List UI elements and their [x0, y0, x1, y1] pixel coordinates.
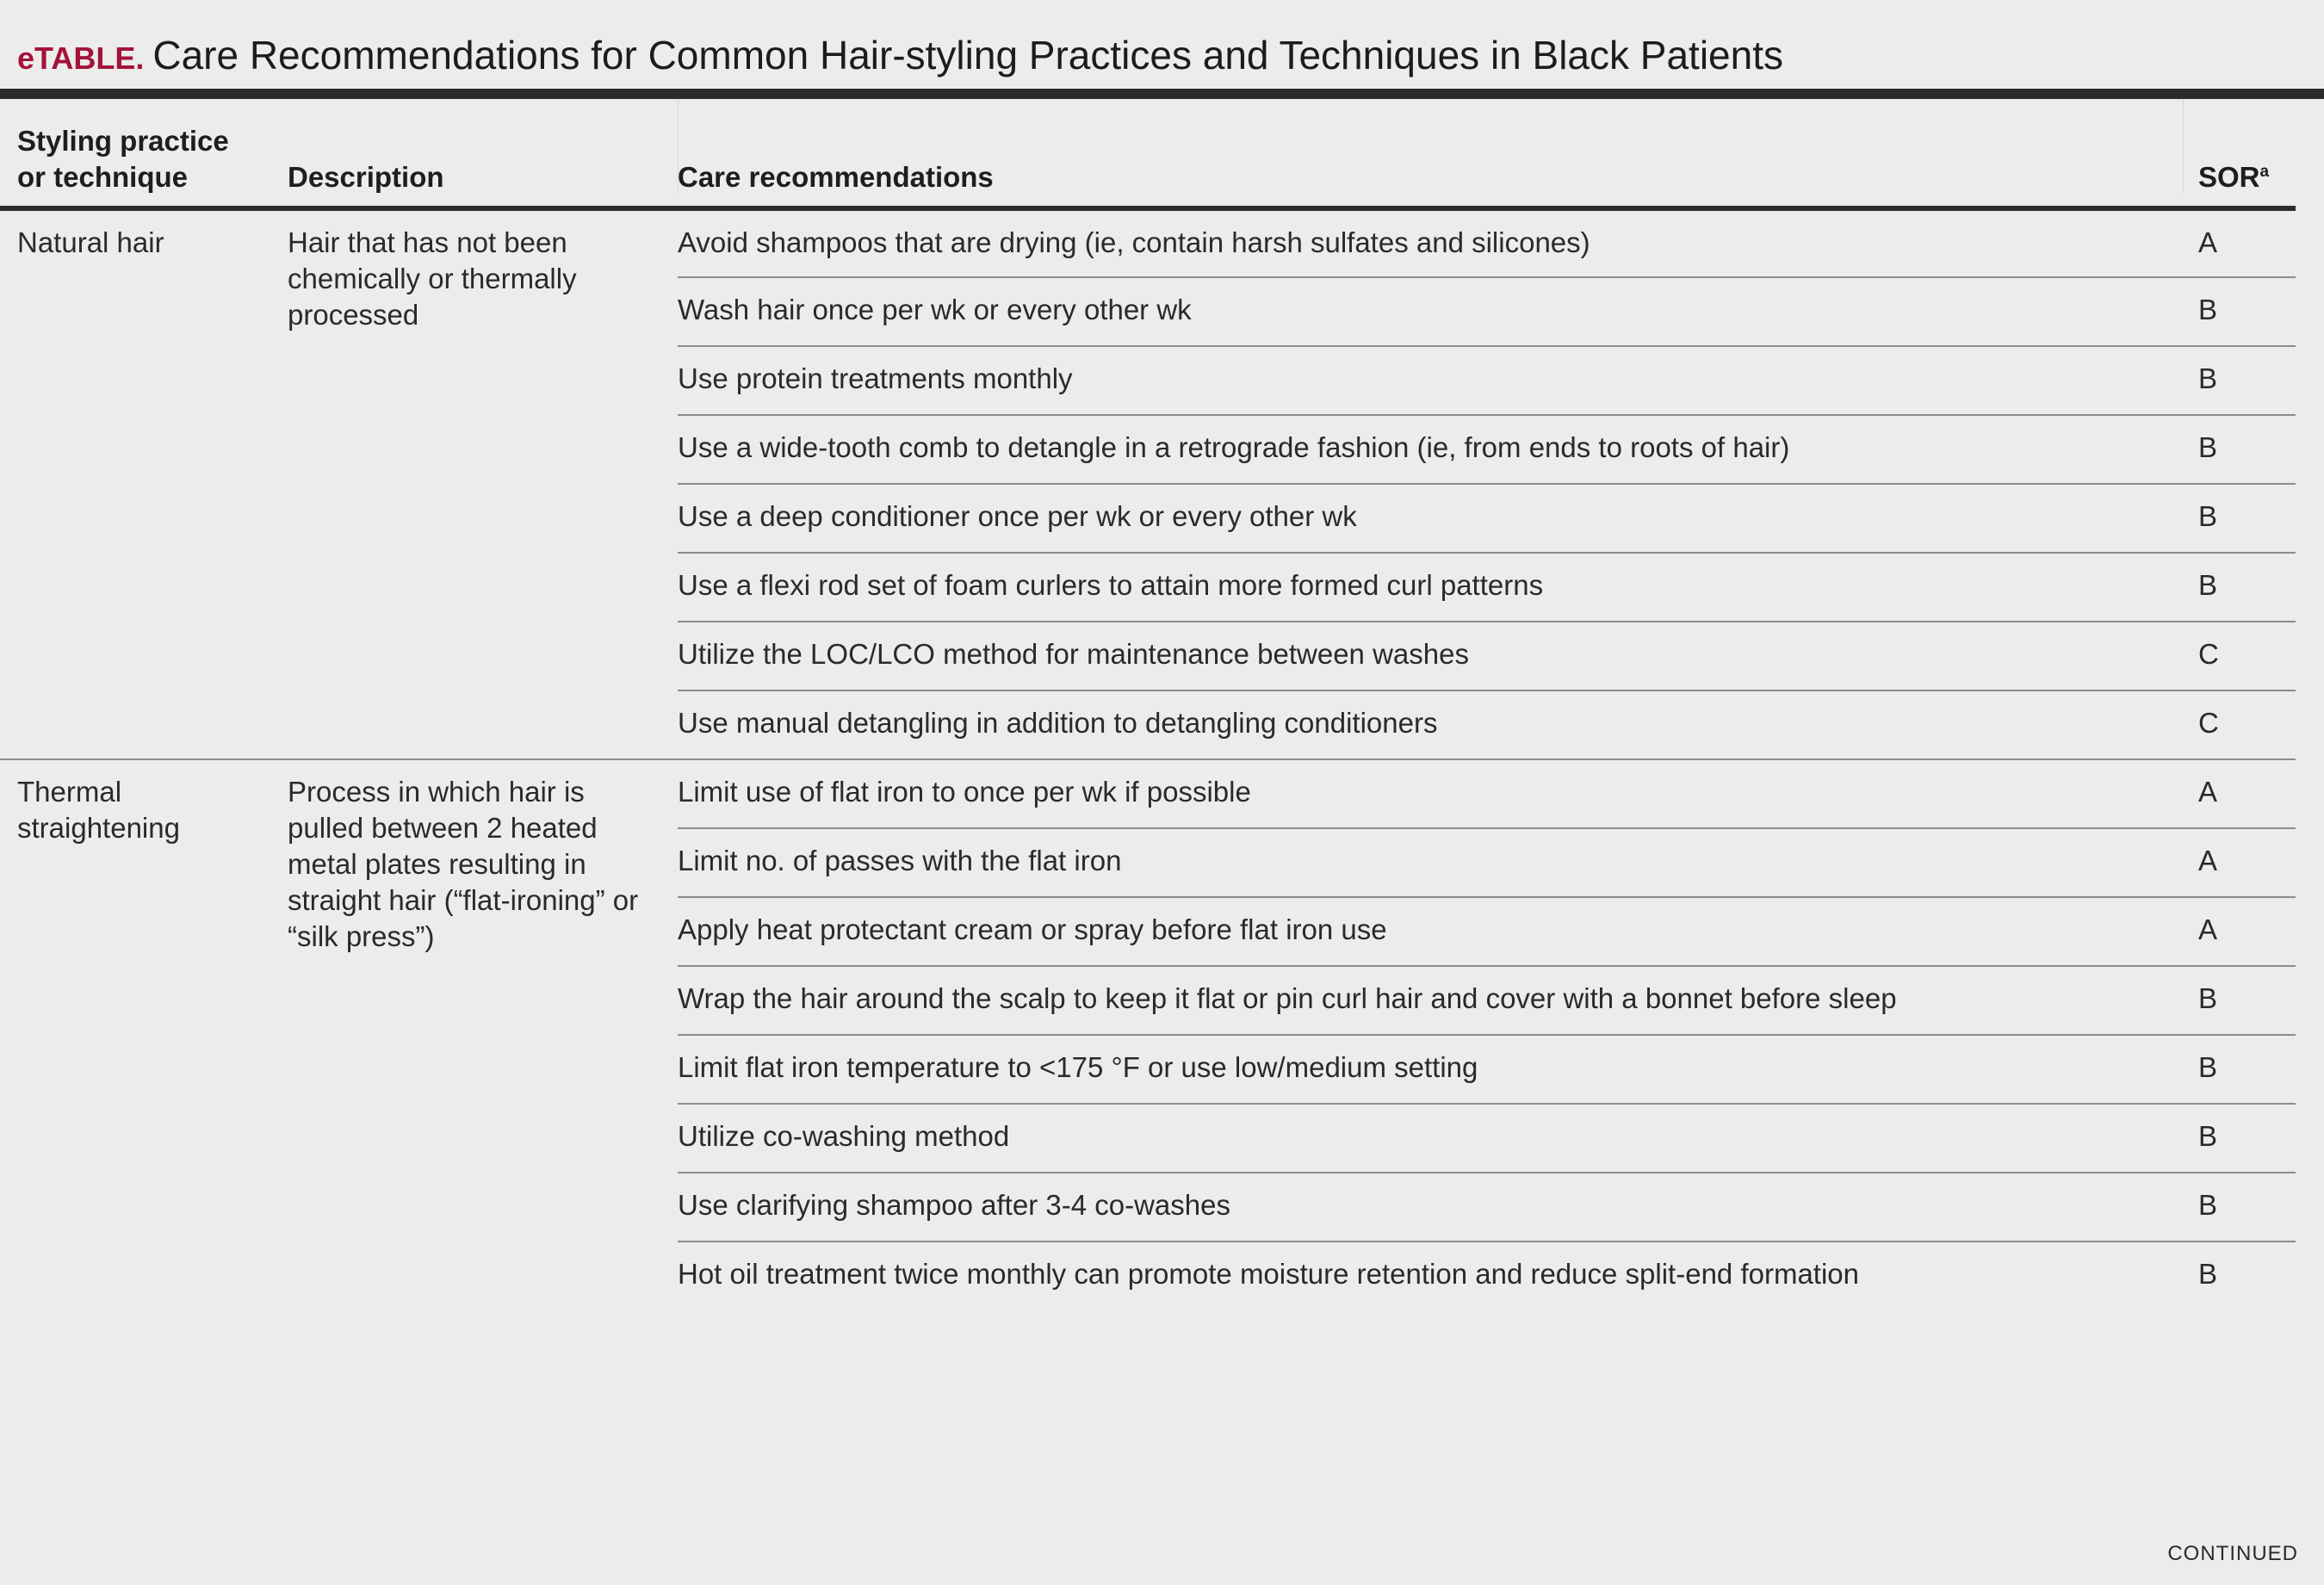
header-care-recommendations: Care recommendations: [678, 99, 2198, 208]
sor-cell: A: [2198, 828, 2296, 897]
table-row: [0, 208, 2296, 277]
table-body: [0, 208, 2296, 1310]
header-practice-line1: Styling practice: [17, 125, 229, 157]
header-styling-practice: [0, 99, 288, 208]
sor-cell: B: [2198, 966, 2296, 1035]
care-recommendation-cell: Use a wide-tooth comb to detangle in a retrograde fashion (ie, from ends to roots of hair): [678, 415, 2198, 484]
care-recommendations-table: [0, 99, 2296, 1310]
care-recommendation-cell: Use protein treatments monthly: [678, 346, 2198, 415]
care-recommendation-cell: Apply heat protectant cream or spray before flat iron use: [678, 897, 2198, 966]
title-rule: [0, 89, 2324, 99]
sor-cell: B: [2198, 484, 2296, 553]
care-recommendation-cell: Limit flat iron temperature to <175 °F or use low/medium setting: [678, 1035, 2198, 1104]
care-recommendation-cell: Limit no. of passes with the flat iron: [678, 828, 2198, 897]
sor-cell: C: [2198, 622, 2296, 690]
care-recommendation-cell: Utilize the LOC/LCO method for maintenance between washes: [678, 622, 2198, 690]
description-cell: Hair that has not been chemically or thermally processed: [288, 226, 577, 331]
sor-cell: A: [2198, 759, 2296, 828]
header-practice-line2: or technique: [17, 161, 189, 193]
sor-cell: C: [2198, 690, 2296, 759]
care-recommendation-cell: Use clarifying shampoo after 3-4 co-washes: [678, 1173, 2198, 1241]
care-recommendation-cell: Limit use of flat iron to once per wk if possible: [678, 759, 2198, 828]
header-sor: [2198, 99, 2296, 208]
header-description: Description: [288, 99, 678, 208]
sor-cell: B: [2198, 1258, 2218, 1290]
sor-cell: B: [2198, 1173, 2296, 1241]
styling-practice-cell: Natural hair: [17, 226, 164, 258]
care-recommendation-cell: Use a deep conditioner once per wk or every other wk: [678, 484, 2198, 553]
sor-cell: B: [2198, 553, 2296, 622]
care-recommendation-cell: Avoid shampoos that are drying (ie, contain harsh sulfates and silicones): [678, 208, 2198, 277]
table-title-text: Care Recommendations for Common Hair-styling Practices and Techniques in Black Patients: [152, 33, 1784, 77]
continued-note: CONTINUED: [2167, 1542, 2298, 1565]
care-recommendation-cell: Utilize co-washing method: [678, 1104, 2198, 1173]
table-row: [0, 759, 2296, 828]
styling-practice-cell: Thermal straightening: [0, 759, 288, 1310]
table-title: [17, 29, 1783, 84]
sor-cell: A: [2198, 208, 2296, 277]
table-header-row: [0, 99, 2296, 208]
care-recommendation-cell: Hot oil treatment twice monthly can promote moisture retention and reduce split-end formation: [678, 1258, 1859, 1290]
sor-cell: B: [2198, 277, 2296, 346]
sor-cell: B: [2198, 346, 2296, 415]
sor-cell: B: [2198, 415, 2296, 484]
sor-cell: B: [2198, 1104, 2296, 1173]
description-cell: Process in which hair is pulled between 2 heated metal plates resulting in straight hair (“flat-ironing” or “silk press”): [288, 759, 678, 1310]
table-label: eTABLE.: [17, 40, 145, 76]
care-recommendation-cell: Wrap the hair around the scalp to keep it flat or pin curl hair and cover with a bonnet before sleep: [678, 966, 2198, 1035]
sor-cell: A: [2198, 897, 2296, 966]
care-recommendation-cell: Use manual detangling in addition to detangling conditioners: [678, 690, 2198, 759]
care-recommendation-cell: Wash hair once per wk or every other wk: [678, 277, 2198, 346]
care-recommendation-cell: Use a flexi rod set of foam curlers to attain more formed curl patterns: [678, 553, 2198, 622]
header-sor-text: SOR: [2198, 161, 2260, 193]
sor-cell: B: [2198, 1035, 2296, 1104]
header-sor-footnote: a: [2259, 163, 2270, 181]
